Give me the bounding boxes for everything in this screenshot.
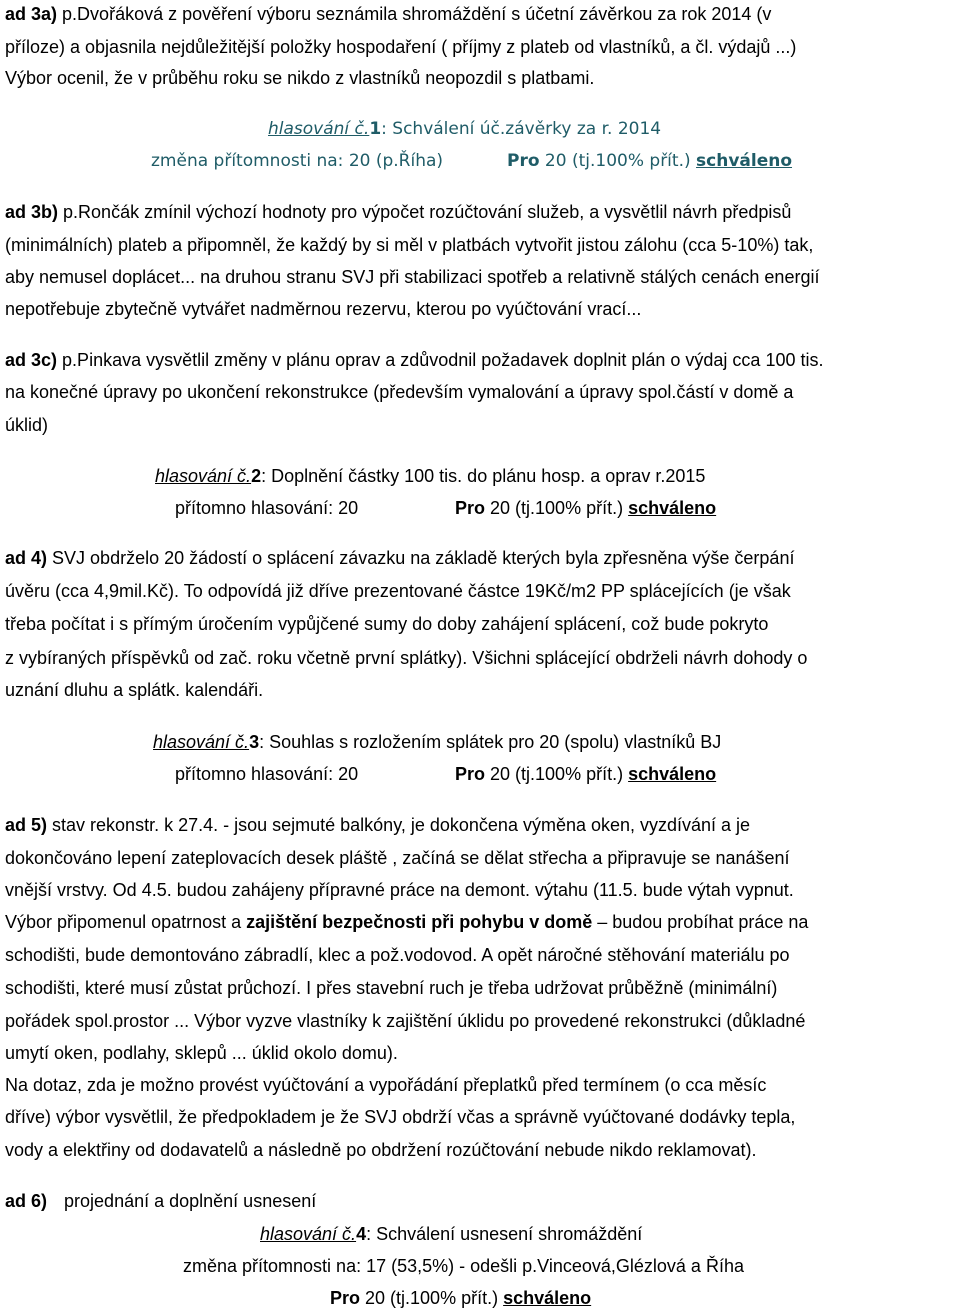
s5-line-8: umytí oken, podlahy, sklepů ... úklid okolo domu). (5, 1043, 398, 1063)
vote-1-result: změna přítomnosti na: 20 (p.Říha) Pro 20 (tj.100% přít.) schváleno (151, 151, 793, 171)
approved-label: schváleno (696, 151, 793, 171)
attendance: změna přítomnosti na: 20 (p.Říha) (151, 151, 444, 171)
vote-4: hlasování č.4: Schválení usnesení shromáždění (260, 1224, 643, 1244)
s3a-line-1: ad 3a) p.Dvořáková z pověření výboru seznámila shromáždění s účetní závěrkou za rok 2014 (v (5, 4, 772, 24)
s5-line-6: schodišti, které musí zůstat průchozí. I přes stavební ruch je třeba udržovat průběžně (minimální) (5, 978, 778, 998)
safety-emphasis: zajištění bezpečnosti při pohybu v domě (246, 912, 593, 932)
vote-2-result: přítomno hlasování: 20 Pro 20 (tj.100% přít.) schváleno (175, 498, 717, 518)
s3c-line-3: úklid) (5, 415, 49, 435)
s3c-line-2: na konečné úpravy po ukončení rekonstrukce (především vymalování a úpravy spol.částí v domě a (5, 382, 794, 402)
s4-heading: ad 4) (5, 548, 48, 568)
s5-heading: ad 5) (5, 815, 48, 835)
s6-heading: ad 6) (5, 1191, 48, 1211)
s3c-line-1: ad 3c) p.Pinkava vysvětlil změny v plánu oprav a zdůvodnil požadavek doplnit plán o výdaj cca 100 tis. (5, 350, 824, 370)
vote-4-attendance: změna přítomnosti na: 17 (53,5%) - odešli p.Vinceová,Glézlová a Říha (183, 1256, 744, 1276)
approved-label: schváleno (628, 764, 717, 784)
s3b-line-2: (minimálních) plateb a připomněl, že každý by si měl v platbách vytvořit jistou zálohu (cca 5-10%) tak, (5, 235, 814, 255)
s3b-line-3: aby nemusel doplácet... na druhou stranu SVJ při stabilizaci spotřeb a relativně stálých cenách energií (5, 267, 820, 287)
s5-line-7: pořádek spol.prostor ... Výbor vyzve vlastníky k zajištění úklidu po provedené rekonstrukci (důkladné (5, 1011, 806, 1031)
s3b-line-4: nepotřebuje zbytečně vytvářet nadměrnou rezervu, kterou po vyúčtování vrací... (5, 299, 642, 319)
vote-2: hlasování č.2: Doplnění částky 100 tis. do plánu hosp. a oprav r.2015 (155, 466, 706, 486)
s5-line-5: schodišti, bude demontováno zábradlí, klec a pož.vodovod. A opět náročné stěhování materiálu po (5, 945, 790, 965)
s3c-heading: ad 3c) (5, 350, 58, 370)
s5-line-11: vody a elektřiny od dodavatelů a následně po obdržení rozúčtování nebude nikdo reklamovat). (5, 1140, 757, 1160)
s3a-line-3: Výbor ocenil, že v průběhu roku se nikdo z vlastníků neopozdil s platbami. (5, 68, 595, 88)
approved-label: schváleno (503, 1288, 592, 1308)
approved-label: schváleno (628, 498, 717, 518)
s3a-line-2: příloze) a objasnila nejdůležitější položky hospodaření ( příjmy z plateb od vlastníků, a čl. výdajů ...) (5, 37, 797, 57)
vote-1: hlasování č.1: Schválení úč.závěrky za r. 2014 (268, 119, 662, 139)
attendance: přítomno hlasování: 20 (175, 498, 359, 518)
s5-line-10: dříve) výbor vysvětlil, že předpokladem je že SVJ obdrží včas a správně vyúčtované dodávky tepla, (5, 1107, 796, 1127)
s3b-line-1: ad 3b) p.Rončák zmínil výchozí hodnoty pro výpočet rozúčtování služeb, a vysvětlil návrh předpisů (5, 202, 792, 222)
s5-line-1: ad 5) stav rekonstr. k 27.4. - jsou sejmuté balkóny, je dokončena výměna oken, vyzdívání a je (5, 815, 751, 835)
vote-3: hlasování č.3: Souhlas s rozložením splátek pro 20 (spolu) vlastníků BJ (153, 732, 722, 752)
attendance: přítomno hlasování: 20 (175, 764, 359, 784)
s5-line-2: dokončováno lepení zateplovacích desek pláště , začíná se dělat střecha a připravuje se nanášení (5, 848, 790, 868)
s4-line-1: ad 4) SVJ obdrželo 20 žádostí o splácení závazku na základě kterých byla zpřesněna výše čerpání (5, 548, 795, 568)
s6-line-1: ad 6) projednání a doplnění usnesení (5, 1191, 317, 1211)
s5-line-4: Výbor připomenul opatrnost a zajištění bezpečnosti při pohybu v domě – budou probíhat práce na (5, 912, 809, 932)
s4-line-3: třeba počítat i s přímým úročením vypůjčené sumy do doby zahájení splácení, což bude pokryto (5, 614, 769, 634)
s4-line-2: úvěru (cca 4,9mil.Kč). To odpovídá již dříve prezentované částce 19Kč/m2 PP splácejících (je však (5, 581, 791, 601)
s5-line-3: vnější vrstvy. Od 4.5. budou zahájeny přípravné práce na demont. výtahu (11.5. bude výtah vypnut. (5, 880, 794, 900)
vote-4-result: Pro 20 (tj.100% přít.) schváleno (330, 1288, 592, 1308)
s3b-heading: ad 3b) (5, 202, 59, 222)
s3a-heading: ad 3a) (5, 4, 58, 24)
vote-3-result: přítomno hlasování: 20 Pro 20 (tj.100% přít.) schváleno (175, 764, 717, 784)
s4-line-5: uznání dluhu a splátk. kalendáři. (5, 680, 264, 700)
s4-line-4: z vybíraných příspěvků od zač. roku včetně první splátky). Všichni splácející obdrželi návrh dohody o (5, 648, 808, 668)
s5-line-9: Na dotaz, zda je možno provést vyúčtování a vypořádání přeplatků před termínem (o cca měsíc (5, 1075, 767, 1095)
